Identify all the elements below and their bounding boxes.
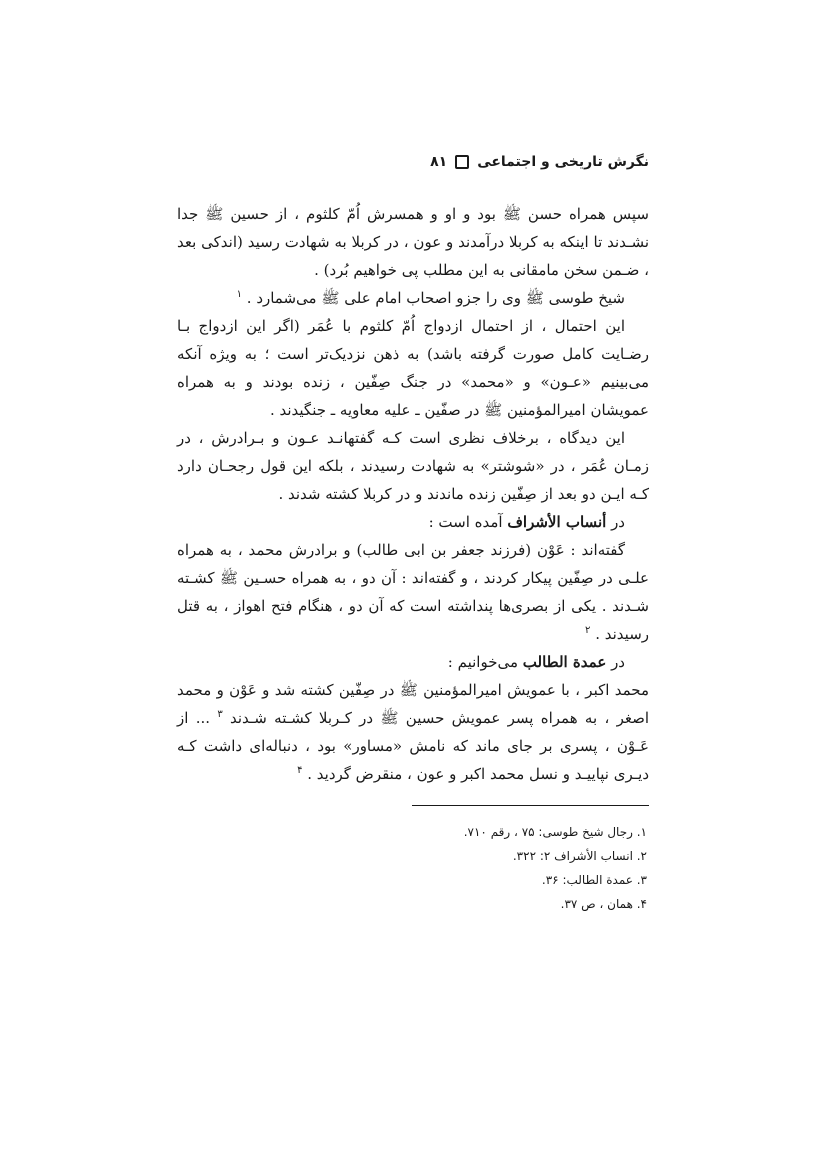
footnote-2: ۲. انساب الأشراف ۲: ۳۲۲. (512, 849, 647, 863)
source-intro-1-post: آمده است : (428, 513, 503, 531)
footnote-divider (412, 805, 649, 806)
footnote-ref-2[interactable]: ۲ (585, 625, 591, 636)
paragraph-1: سپس همراه حسن ﷺ بود و او و همسرش اُمّ کلثوم ، از حسین ﷺ جدا نشـدند تا اینکه به کربلا درآمدند و عون ، در کربلا به شهادت رسید (اندکی بعد ، ضـمن سخن مامقانی به این مطلب پی خواهیم بُرد) . (177, 205, 649, 279)
page-header (177, 151, 649, 173)
quote-1 (177, 536, 649, 648)
footnote-ref-4[interactable]: ۴ (297, 765, 303, 776)
quote-1-text: گفته‌اند : عَوْن (فرزند جعفر بن ابی طالب) و برادرش محمد ، به همراه علـی در صِفّین پیکار کردند ، و گفته‌اند : آن دو ، به همراه حسـین ﷺ کشـته شـدند . یکی از بصری‌ها پنداشته است که آن دو ، هنگام فتح اهواز ، به قتل رسیدند . (177, 541, 649, 643)
source-intro-2 (177, 648, 649, 676)
footnote-3: ۳. عمدة الطالب: ۳۶. (541, 873, 647, 887)
quote-2 (177, 676, 649, 788)
footnote-ref-1[interactable]: ۱ (236, 289, 242, 300)
square-ornament-icon (455, 155, 469, 169)
source-intro-2-pre: در (611, 653, 625, 671)
main-text (177, 200, 649, 788)
paragraph-4: این دیدگاه ، برخلاف نظری است کـه گفتهانـد عـون و بـرادرش ، در زمـان عُمَر ، در «شوشتر» به شهادت رسیدند ، بلکه این قول رجحـان دارد کـه ایـن دو بعد از صِفّین زنده ماندند و در کربلا کشته شدند . (177, 429, 649, 503)
quote-2-part-b: ... از عَـوْن ، پسری بر جای ماند که نامش «مساور» بود ، دنباله‌ای داشت کـه دیـری نپاییـد و نسل محمد اکبر و عون ، منقرض گردید . (177, 709, 649, 783)
source-intro-1-pre: در (611, 513, 625, 531)
source-title-ansab: أنساب الأشراف (507, 513, 607, 531)
quote-2-part-a: محمد اکبر ، با عمویش امیرالمؤمنین ﷺ در صِفّین کشته شد و عَوْن و محمد اصغر ، به همراه پسر عمویش حسین ﷺ در کـربلا کشـته شـدند (177, 681, 649, 727)
source-title-umdat: عمدة الطالب (522, 653, 607, 671)
source-intro-1 (177, 508, 649, 536)
paragraph-3: این احتمال ، از احتمال ازدواج اُمّ کلثوم با عُمَر (اگر این ازدواج بـا رضـایت کامل صورت گرفته باشد) به ذهن نزدیک‌تر است ؛ به ویژه آنکه می‌بینیم «عـون» و «محمد» در جنگ صِفّین ، زنده بودند و به همراه عمویشان امیرالمؤمنین ﷺ در صفّین ـ علیه معاویه ـ جنگیدند . (177, 317, 649, 419)
footnote-1: ۱. رجال شیخ طوسی: ۷۵ ، رقم ۷۱۰. (463, 825, 647, 839)
source-intro-2-post: می‌خوانیم : (447, 653, 518, 671)
running-title: نگرش تاریخی و اجتماعی (477, 154, 649, 170)
paragraph-2-text: شیخ طوسی ﷺ وی را جزو اصحاب امام علی ﷺ می‌شمارد . (246, 289, 625, 307)
paragraph-2 (177, 284, 649, 312)
page-number: ۸۱ (430, 154, 448, 170)
footnote-ref-3[interactable]: ۳ (217, 709, 223, 720)
footnote-4: ۴. همان ، ص ۳۷. (560, 897, 647, 911)
footnotes (177, 820, 649, 916)
